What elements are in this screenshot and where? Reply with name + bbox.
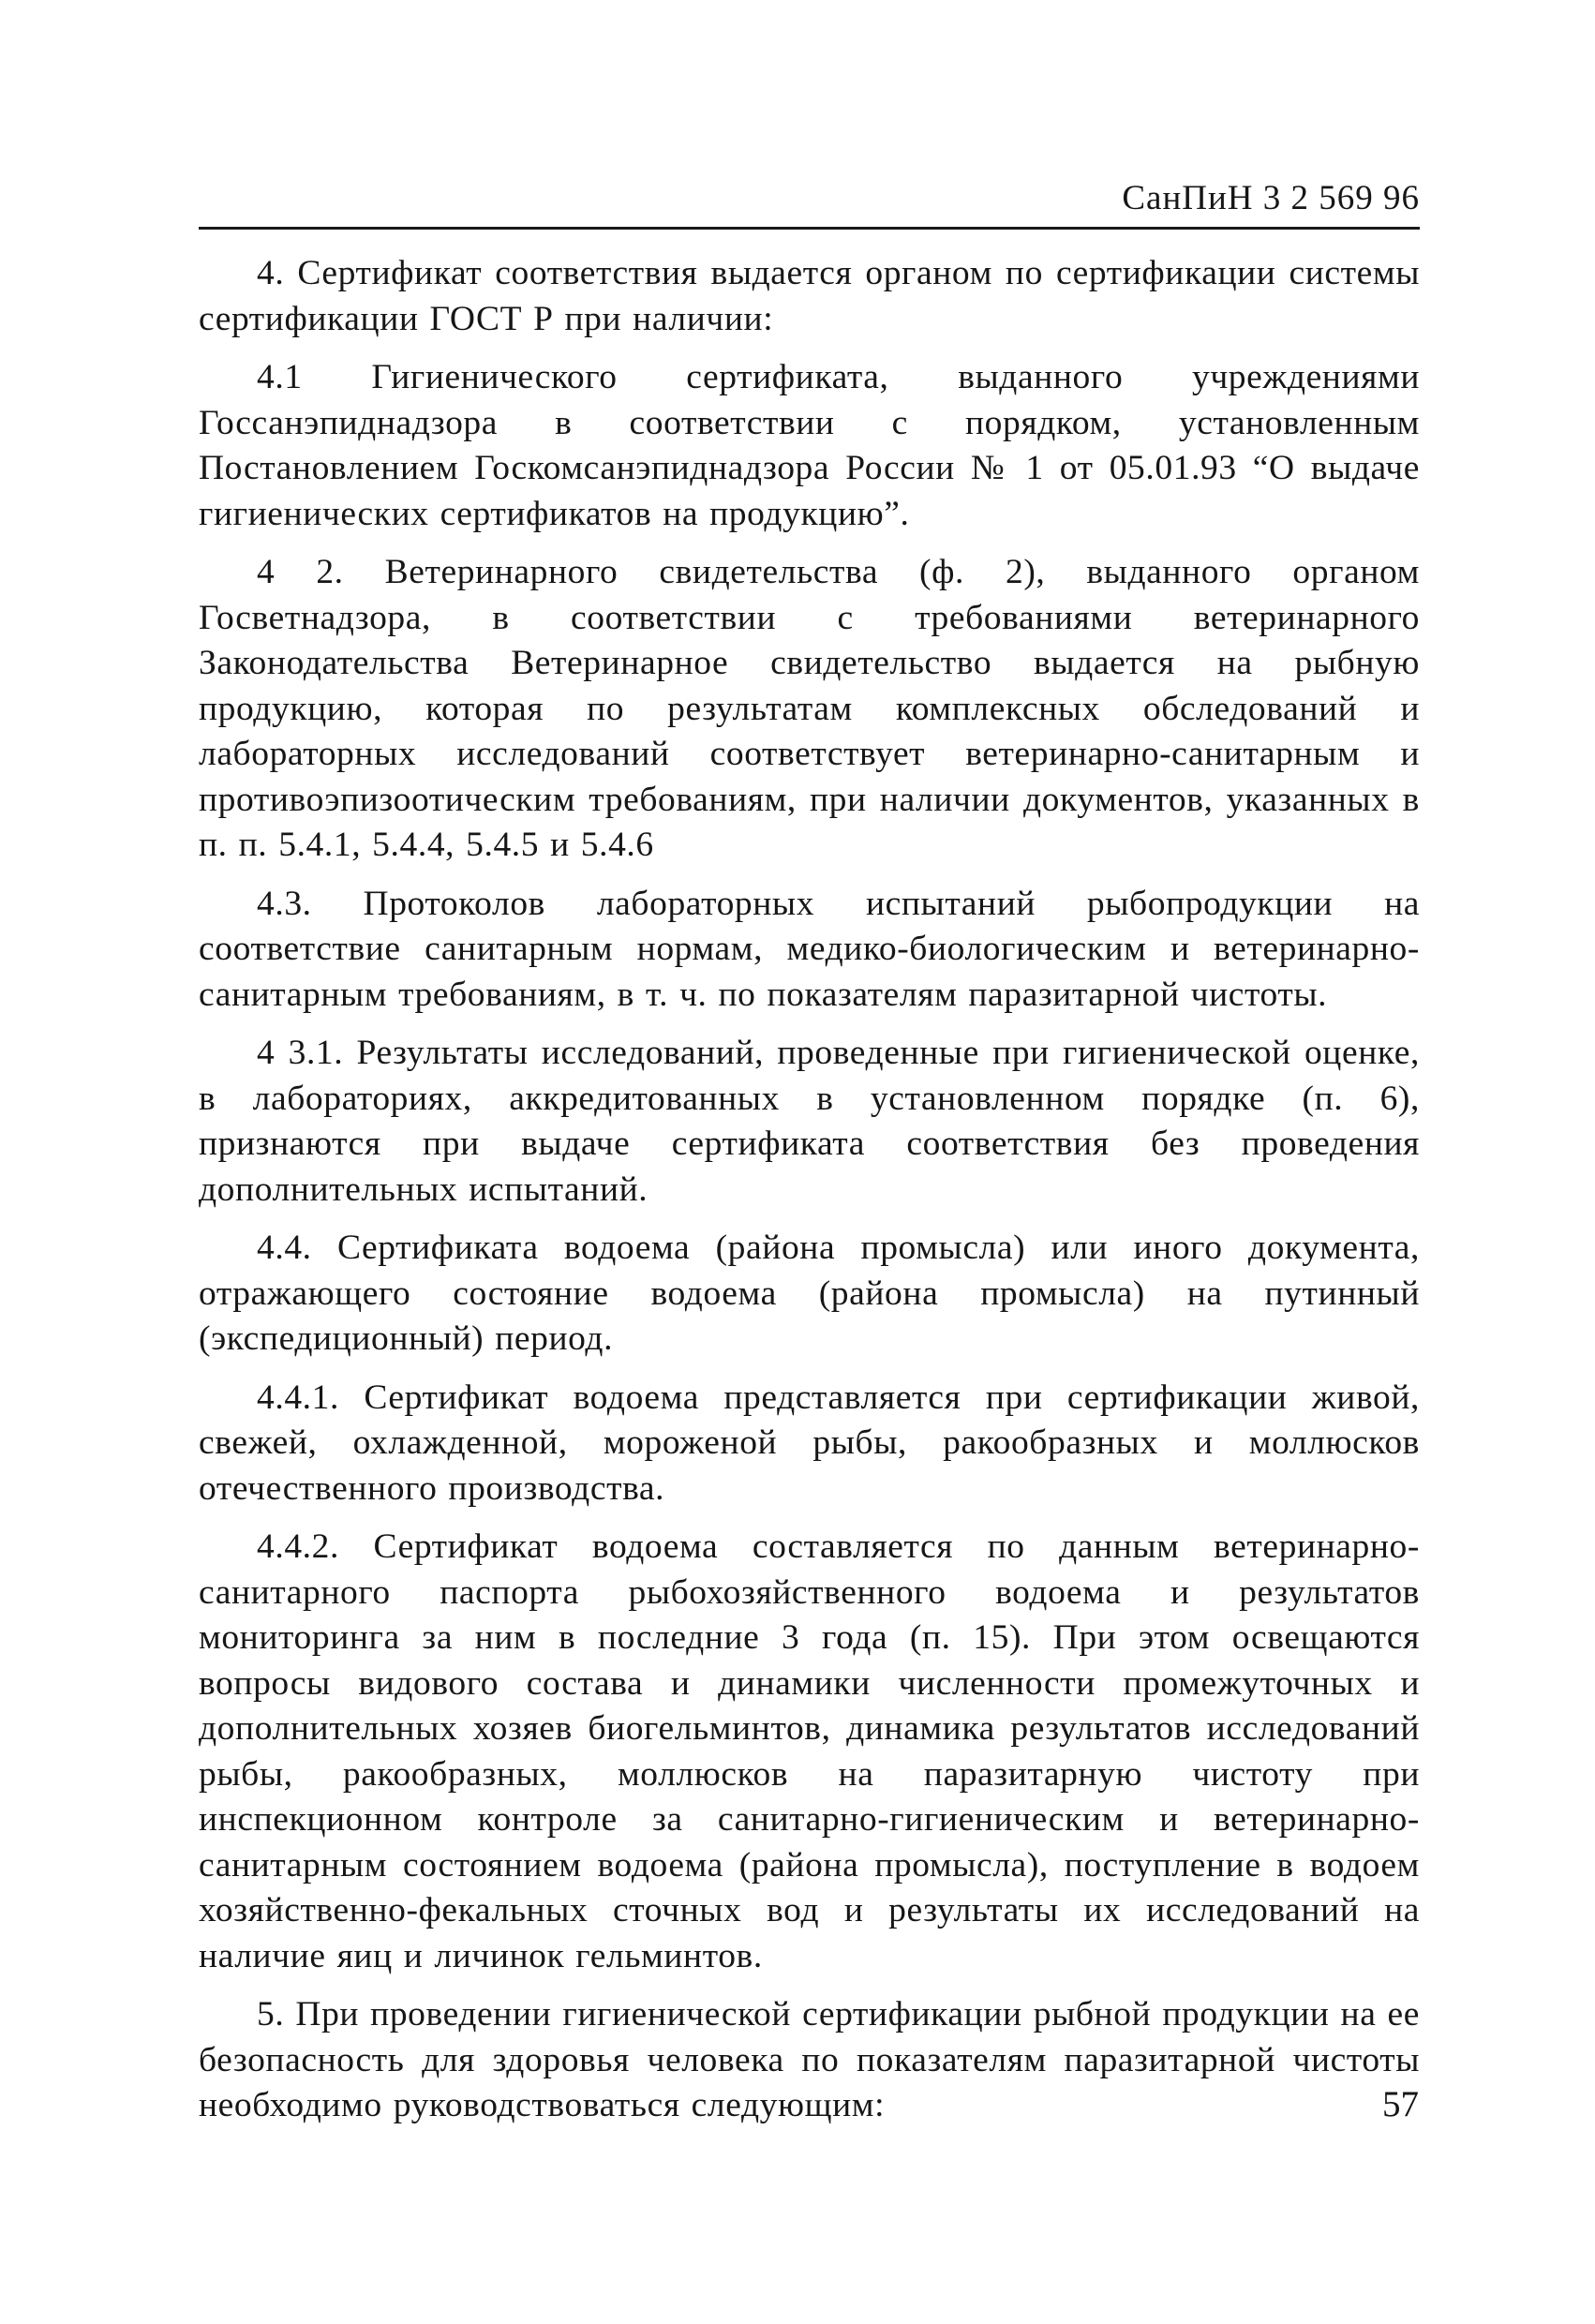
paragraph-4: 4. Сертификат соответствия выдается органом по сертификации системы сертификации ГОСТ Р при наличии:: [199, 254, 1420, 338]
paragraph-5: 5. При проведении гигиенической сертификации рыбной продукции на ее безопасность для здоровья человека по показателям паразитарной чистоты необходимо руководствоваться следующим:: [199, 1995, 1420, 2124]
paragraph-4-4-1: 4.4.1. Сертификат водоема представляется при сертификации живой, свежей, охлажденной, мороженой рыбы, ракообразных и моллюсков отечественного производства.: [199, 1378, 1420, 1508]
paragraph-4-1: 4.1 Гигиенического сертификата, выданного учреждениями Госсанэпиднадзора в соответствии с порядком, установленным Постановлением Госкомсанэпиднадзора России № 1 от 05.01.93 “О выдаче гигиенических сертификатов на продукцию”.: [199, 358, 1420, 533]
page-number: 57: [1382, 2084, 1419, 2124]
paragraph-4-3: 4.3. Протоколов лабораторных испытаний рыбопродукции на соответствие санитарным нормам, медико-биологическим и ветеринарно-санитарным требованиям, в т. ч. по показателям паразитарной чистоты.: [199, 884, 1420, 1014]
paragraph-4-4: 4.4. Сертификата водоема (района промысла) или иного документа, отражающего состояние водоема (района промысла) на путинный (экспедиционный) период.: [199, 1229, 1420, 1358]
running-header: [199, 180, 1420, 230]
paragraph-4-2: 4 2. Ветеринарного свидетельства (ф. 2), выданного органом Госветнадзора, в соответствии с требованиями ветеринарного Законодательства Ветеринарное свидетельство выдается на рыбную продукцию, которая по результатам комплексных обследований и лабораторных исследований соответствует ветеринарно-санитарным и противоэпизоотическим требованиям, при наличии документов, указанных в п. п. 5.4.1, 5.4.4, 5.4.5 и 5.4.6: [199, 553, 1420, 864]
paragraph-4-4-2: 4.4.2. Сертификат водоема составляется по данным ветеринарно-санитарного паспорта рыбохозяйственного водоема и результатов мониторинга за ним в последние 3 года (п. 15). При этом освещаются вопросы видового состава и динамики численности промежуточных и дополнительных хозяев биогельминтов, динамика результатов исследований рыбы, ракообразных, моллюсков на паразитарную чистоту при инспекционном контроле за санитарно-гигиеническим и ветеринарно-санитарным состоянием водоема (района промысла), поступление в водоем хозяйственно-фекальных сточных вод и результаты их исследований на наличие яиц и личинок гельминтов.: [199, 1527, 1420, 1975]
document-body: [199, 251, 1420, 2142]
paragraph-4-3-1: 4 3.1. Результаты исследований, проведенные при гигиенической оценке, в лабораториях, аккредитованных в установленном порядке (п. 6), признаются при выдаче сертификата соответствия без проведения дополнительных испытаний.: [199, 1034, 1420, 1209]
document-code: СанПиН 3 2 569 96: [1122, 179, 1420, 217]
